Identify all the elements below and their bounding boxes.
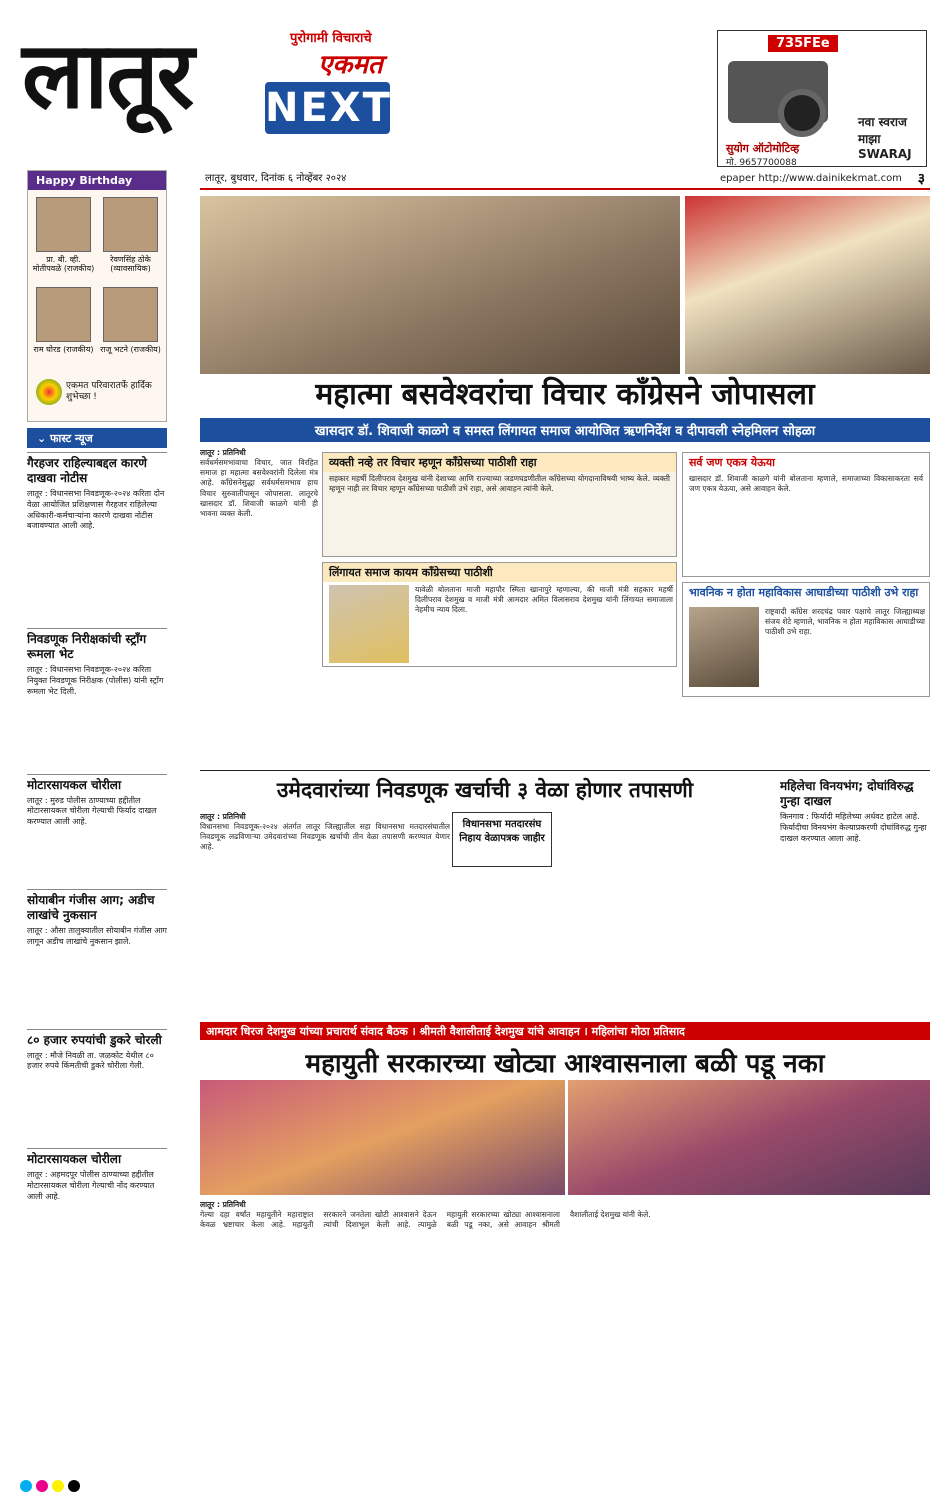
registration-mark — [20, 1480, 32, 1492]
fast-news-column — [27, 452, 167, 1482]
lead-headline[interactable]: महात्मा बसवेश्वरांचा विचार काँग्रेसने जोपासला — [315, 377, 815, 412]
date-bar — [200, 170, 930, 190]
registration-mark — [36, 1480, 48, 1492]
registration-mark — [68, 1480, 80, 1492]
event-banner: आमदार धिरज देशमुख यांच्या प्रचारार्थ संवाद बैठक । श्रीमती वैशालीताई देशमुख यांचे आवाहन । महिलांचा मोठा प्रतिसाद — [200, 1022, 930, 1040]
birthday-box — [27, 170, 167, 422]
ad-phone: मो. 9657700088 — [726, 158, 797, 168]
news-brief-text: लातूर : विधानसभा निवडणूक-२०२४ करिता दोन वेळा आयोजित प्रशिक्षणास गैरहजर राहिलेल्या अधिकारी-कर्मचाऱ्यांना कारणे दाखवा नोटीस बजावण्यात आली आहे. — [27, 489, 165, 531]
box-title: व्यक्ती नव्हे तर विचार म्हणून काँग्रेसच्या पाठीशी राहा — [323, 453, 676, 472]
person-photo — [103, 287, 158, 342]
news-brief-text: लातूर : अहमदपूर पोलीस ठाण्याच्या हद्दीतील मोटारसायकल चोरीला गेल्याची नोंद करण्यात आली आहे. — [27, 1170, 155, 1201]
news-brief-text: लातूर : विधानसभा निवडणूक-२०२४ करिता नियुक्त निवडणूक निरीक्षक (पोलीस) यांनी स्ट्रॉंग रूमला भेट दिली. — [27, 665, 164, 696]
news-brief-text: लातूर : औसा तालुक्यातील सोयाबीन गंजीस आग लागून अडीच लाखांचे नुकसान झाले. — [27, 925, 167, 946]
side-news-title[interactable]: महिलेचा विनयभंग; दोघांविरुद्ध गुन्हा दाखल — [780, 779, 914, 808]
box-text: खासदार डॉ. शिवाजी काळगे यांनी बोलताना म्हणाले, समाजाच्या विकासाकरता सर्व जण एकत्र येऊया, असे आवाहन केले. — [689, 474, 923, 494]
schedule-box: विधानसभा मतदारसंघ निहाय वेळापत्रक जाहीर — [452, 812, 552, 867]
side-news — [780, 776, 930, 1016]
lead-box-congress-support — [322, 452, 677, 557]
box-title: भावनिक न होता महाविकास आघाडीच्या पाठीशी उभे राहा — [689, 586, 919, 599]
ad-dealer: सुयोग ऑटोमोटिव्ह — [726, 142, 800, 155]
lead-box-mva — [682, 582, 930, 697]
box-text: यावेळी बोलताना माजी महापौर स्मिता खानापुरे म्हणाल्या, की माजी मंत्री सहकार महर्षी दिलीपराव देशमुख व माजी मंत्री आमदार अमित विलासराव देशमुख यांनी लिंगायत समाजाला नेहमीच न्याय दिला. — [415, 585, 673, 615]
news-brief-title[interactable]: निवडणूक निरीक्षकांची स्ट्रॉंग रूमला भेट — [27, 628, 167, 662]
lead-photo-felicitation[interactable] — [685, 196, 930, 374]
side-news-text: किनगाव : फिर्यादी महिलेच्या अर्धवट हाटेल आहे. फिर्यादीचा विनयभंग केल्याप्रकरणी दोघांविरुद्ध गुन्हा दाखल करण्यात आला आहे. — [780, 812, 927, 843]
third-byline: लातूर : प्रतिनिधी — [200, 1200, 246, 1209]
person-photo — [103, 197, 158, 252]
second-headline[interactable]: उमेदवारांच्या निवडणूक खर्चाची ३ वेळा होणार तपासणी — [276, 778, 694, 802]
lead-box-lingayat — [322, 562, 677, 667]
second-body-column — [200, 812, 450, 1022]
rally-photo-left[interactable] — [200, 1080, 565, 1195]
rally-photo-right[interactable] — [568, 1080, 930, 1195]
ad-swaraj-text: नवा स्वराज माझा SWARAJ — [858, 115, 912, 161]
fast-news-label: फास्ट न्यूज — [50, 432, 93, 445]
news-brief-title[interactable]: गैरहजर राहिल्याबद्दल कारणे दाखवा नोटीस — [27, 452, 167, 486]
masthead-kicker: पुरोगामी विचाराचे — [290, 31, 372, 46]
box-title: लिंगायत समाज कायम काँग्रेसच्या पाठीशी — [323, 563, 676, 582]
lead-body-column — [200, 448, 318, 743]
person-name: प्रा. बी. व्ही. मोतीपवळे (राजकीय) — [32, 255, 95, 274]
person-name: रेवणसिंह ठोके (व्यावसायिक) — [110, 255, 151, 274]
box-text: सहकार महर्षी दिलीपराव देशमुख यांनी देशाच्या आणि राज्याच्या जडणघडणीतील काँग्रेसच्या योगदानाविषयी भाष्य केले. व्यक्ती म्हणून नाही तर विचार म्हणून काँग्रेसच्या पाठीशी उभे राहा, असे आवाहन त्यांनी केले. — [329, 474, 670, 494]
lead-box-unite — [682, 452, 930, 577]
fast-news-header — [27, 428, 167, 448]
box-title: सर्व जण एकत्र येऊया — [689, 456, 776, 469]
chevron-down-icon: ⌄ — [37, 432, 51, 445]
registration-mark — [52, 1480, 64, 1492]
news-brief-title[interactable]: सोयाबीन गंजीस आग; अडीच लाखांचे नुकसान — [27, 889, 167, 923]
second-byline: लातूर : प्रतिनिधी — [200, 812, 246, 821]
third-body: गेल्या दहा वर्षांत महायुतीने महाराष्ट्रात केवळ भ्रष्टाचार केला आहे. महायुती सरकारने जनतेला खोटी आश्वासने देऊन त्यांची दिशाभूल केली आहे. त्यामुळे महायुती सरकारच्या खोट्या आश्वासनाला बळी पडू नका, असे आवाहन श्रीमती वैशालीताई देशमुख यांनी केले. — [200, 1210, 651, 1230]
birthday-wish: एकमत परिवारातर्फे हार्दिक शुभेच्छा ! — [66, 381, 152, 402]
second-body: विधानसभा निवडणूक-२०२४ अंतर्गत लातूर जिल्ह्यातील सहा विधानसभा मतदारसंघातील निवडणूक लढविणाऱ्या उमेदवारांच्या निवडणूक खर्चाची तीन वेळा तपासणी करण्यात येणार आहे. — [200, 822, 450, 852]
third-headline[interactable]: महायुती सरकारच्या खोट्या आश्वासनाला बळी पडू नका — [305, 1049, 825, 1079]
issue-date: लातूर, बुधवार, दिनांक ६ नोव्हेंबर २०२४ — [205, 173, 347, 184]
lead-body: सर्वधर्मसमभावाचा विचार, जात विरहित समाज हा महात्मा बसवेश्वरांनी दिलेला मंत्र आहे. काँग्रेसनेसुद्धा सर्वधर्मसमभाव हाच विचार सुरुवातीपासून जोपासला. लातूरचे खासदार डॉ. शिवाजी काळगे यांनी ही भावना व्यक्त केली. — [200, 458, 318, 518]
flower-bouquet-icon — [36, 379, 62, 405]
tractor-advertisement[interactable] — [717, 30, 927, 167]
news-brief-text: लातूर : मुरुड पोलीस ठाण्याच्या हद्दीतील मोटारसायकल चोरीला गेल्याची फिर्याद दाखल करण्यात आली आहे. — [27, 795, 157, 827]
lead-photo-audience[interactable] — [200, 196, 680, 374]
news-brief-text: लातूर : मौजे निवळी ता. जळकोट येथील ८० हजार रुपये किंमतीची डुकरे चोरीला गेली. — [27, 1050, 154, 1071]
lead-byline: लातूर : प्रतिनिधी — [200, 448, 246, 457]
ad-price: 735FEe — [768, 35, 838, 52]
speaker-photo[interactable] — [689, 607, 759, 687]
third-body-column — [200, 1200, 930, 1470]
masthead-brand: एकमत — [318, 50, 383, 80]
news-brief-title[interactable]: ८० हजार रुपयांची डुकरे चोरली — [27, 1029, 167, 1048]
page-number: ३ — [917, 171, 925, 187]
speaker-photo[interactable] — [329, 585, 409, 663]
person-name: राजू भटने (राजकीय) — [100, 345, 161, 354]
person-photo — [36, 287, 91, 342]
news-brief-title[interactable]: मोटारसायकल चोरीला — [27, 774, 167, 793]
box-text: राष्ट्रवादी काँग्रेस शरदचंद्र पवार पक्षाचे लातूर जिल्ह्याध्यक्ष संजय शेटे म्हणाले, भावनिक न होता महाविकास आघाडीच्या पाठीशी उभे राहा. — [765, 607, 925, 637]
masthead-title: लातूर — [22, 22, 193, 129]
person-name: राम घोरड (राजकीय) — [33, 345, 94, 354]
person-photo — [36, 197, 91, 252]
wheel-icon — [778, 89, 826, 137]
lead-subhead: खासदार डॉ. शिवाजी काळगे व समस्त लिंगायत समाज आयोजित ऋणनिर्देश व दीपावली स्नेहमिलन सोहळा — [200, 418, 930, 442]
epaper-link[interactable]: epaper http://www.dainikekmat.com — [720, 173, 902, 184]
masthead-next-logo: NEXT — [265, 82, 390, 134]
birthday-header: Happy Birthday — [28, 171, 166, 190]
news-brief-title[interactable]: मोटारसायकल चोरीला — [27, 1148, 167, 1167]
